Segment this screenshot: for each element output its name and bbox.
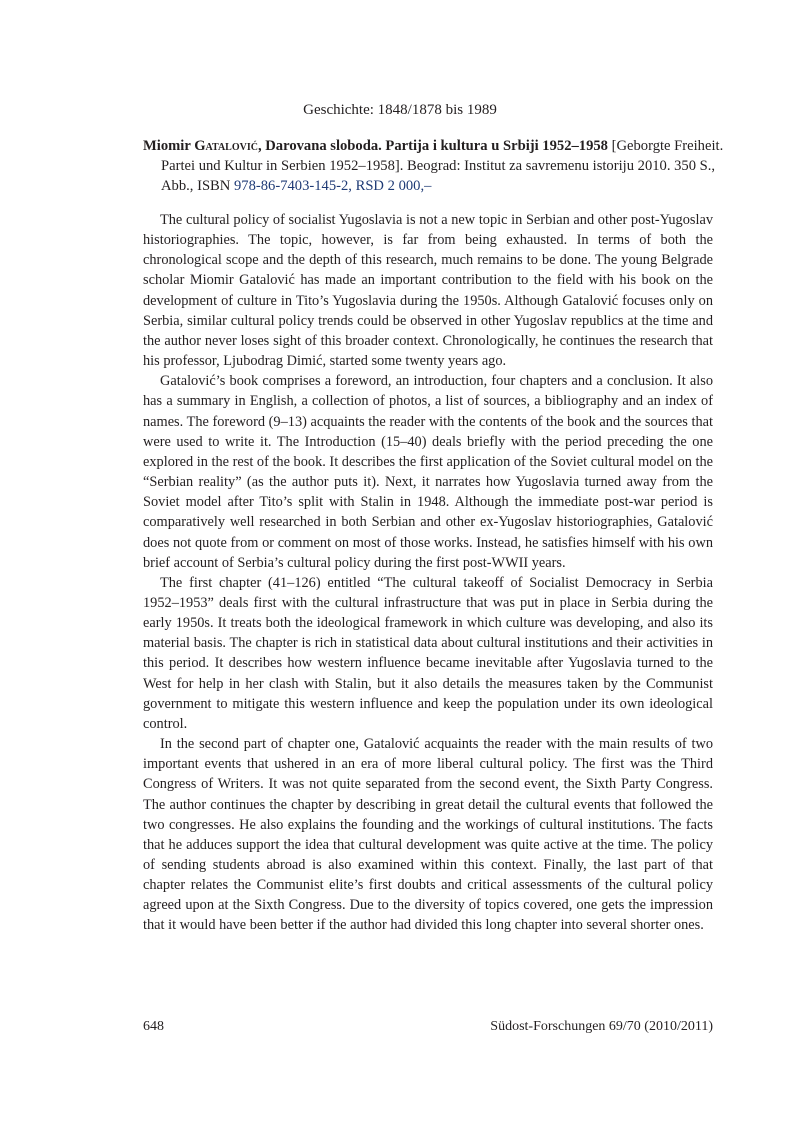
page-number: 648 [143, 1019, 164, 1034]
journal-reference: Südost-Forschungen 69/70 (2010/2011) [490, 1019, 713, 1034]
author-first-name: Miomir [143, 138, 195, 154]
book-title: Darovana sloboda. Partija i kultura u Srbiji 1952–1958 [265, 138, 608, 154]
isbn-price-link[interactable]: 978-86-7403-145-2, RSD 2 000,– [233, 178, 432, 195]
running-header: Geschichte: 1848/1878 bis 1989 [303, 102, 497, 118]
paragraph: The first chapter (41–126) entitled “The cultural takeoff of Socialist Democracy in Serbia 1952–1953” deals first with the cultural infrastructure that was put in place in Serbia during the early 1950s. It treats both the ideological framework in which culture was developing, and also its material basis. The chapter is rich in statistical data about cultural institutions and their activities in this period. It describes how western influence became inevitable after Yugoslavia turned to the West for help in her clash with Stalin, but it also details the measures taken by the Communist government to mitigate this western influence and keep the population under its own ideological control. [143, 574, 713, 732]
paragraph: In the second part of chapter one, Gatalović acquaints the reader with the main results of two important events that ushered in an era of more liberal cultural policy. The first was the Third Congress of Writers. It was not quite separated from the second event, the Sixth Party Congress. The author continues the chapter by describing in great detail the cultural events that followed the two congresses. He also explains the founding and the workings of cultural institutions. The facts that he adduces support the idea that cultural development was quite active at the time. The policy of sending students abroad is also examined within this context. Finally, the last part of that chapter relates the Communist elite’s first doubts and critical assessments of the cultural policy agreed upon at the Sixth Congress. Due to the diversity of topics covered, one gets the impression that it would have been better if the author had divided this long chapter into several shorter ones. [143, 736, 713, 934]
paragraph: The cultural policy of socialist Yugoslavia is not a new topic in Serbian and other post-Yugoslav historiographies. The topic, however, is far from being exhausted. In terms of both the chronological scope and the depth of this research, much remains to be done. The young Belgrade scholar Miomir Gatalović has made an important contribution to the field with his book on the development of culture in Tito’s Yugoslavia during the 1950s. Although Gatalović focuses only on Serbia, similar cultural policy trends could be observed in other Yugoslav republics at the time and the author never loses sight of this broader context. Chronologically, he continues the research that his professor, Ljubodrag Dimić, started some twenty years ago. [143, 212, 713, 370]
author-surname: Gatalović [194, 138, 258, 154]
paragraph: Gatalović’s book comprises a foreword, an introduction, four chapters and a conclusion. It also has a summary in English, a collection of photos, a list of sources, a bibliography and an index of names. The foreword (9–13) acquaints the reader with the contents of the book and the sources that were used to write it. The Introduction (15–40) deals briefly with the period preceding the one explored in the rest of the book. It describes the first application of the Soviet cultural model on the “Serbian reality” (as the author puts it). Next, it narrates how Yugoslavia turned away from the Soviet model after Tito’s split with Stalin in 1948. Although the immediate post-war period is comparatively well researched in both Serbian and other ex-Yugoslav historiographies, Gatalović does not quote from or comment on most of those works. Instead, he satisfies himself with his own brief account of Serbia’s cultural policy during the first post-WWII years. [143, 373, 714, 571]
bibliographic-entry [143, 136, 731, 197]
entry-separator: , [257, 138, 266, 154]
review-body [143, 210, 713, 936]
publication-details: [Geborgte Freiheit. Partei und Kultur in Serbien 1952–1958]. Beograd: Institut za savremenu istoriju 2010. 350 S., Abb., ISBN [161, 138, 724, 195]
